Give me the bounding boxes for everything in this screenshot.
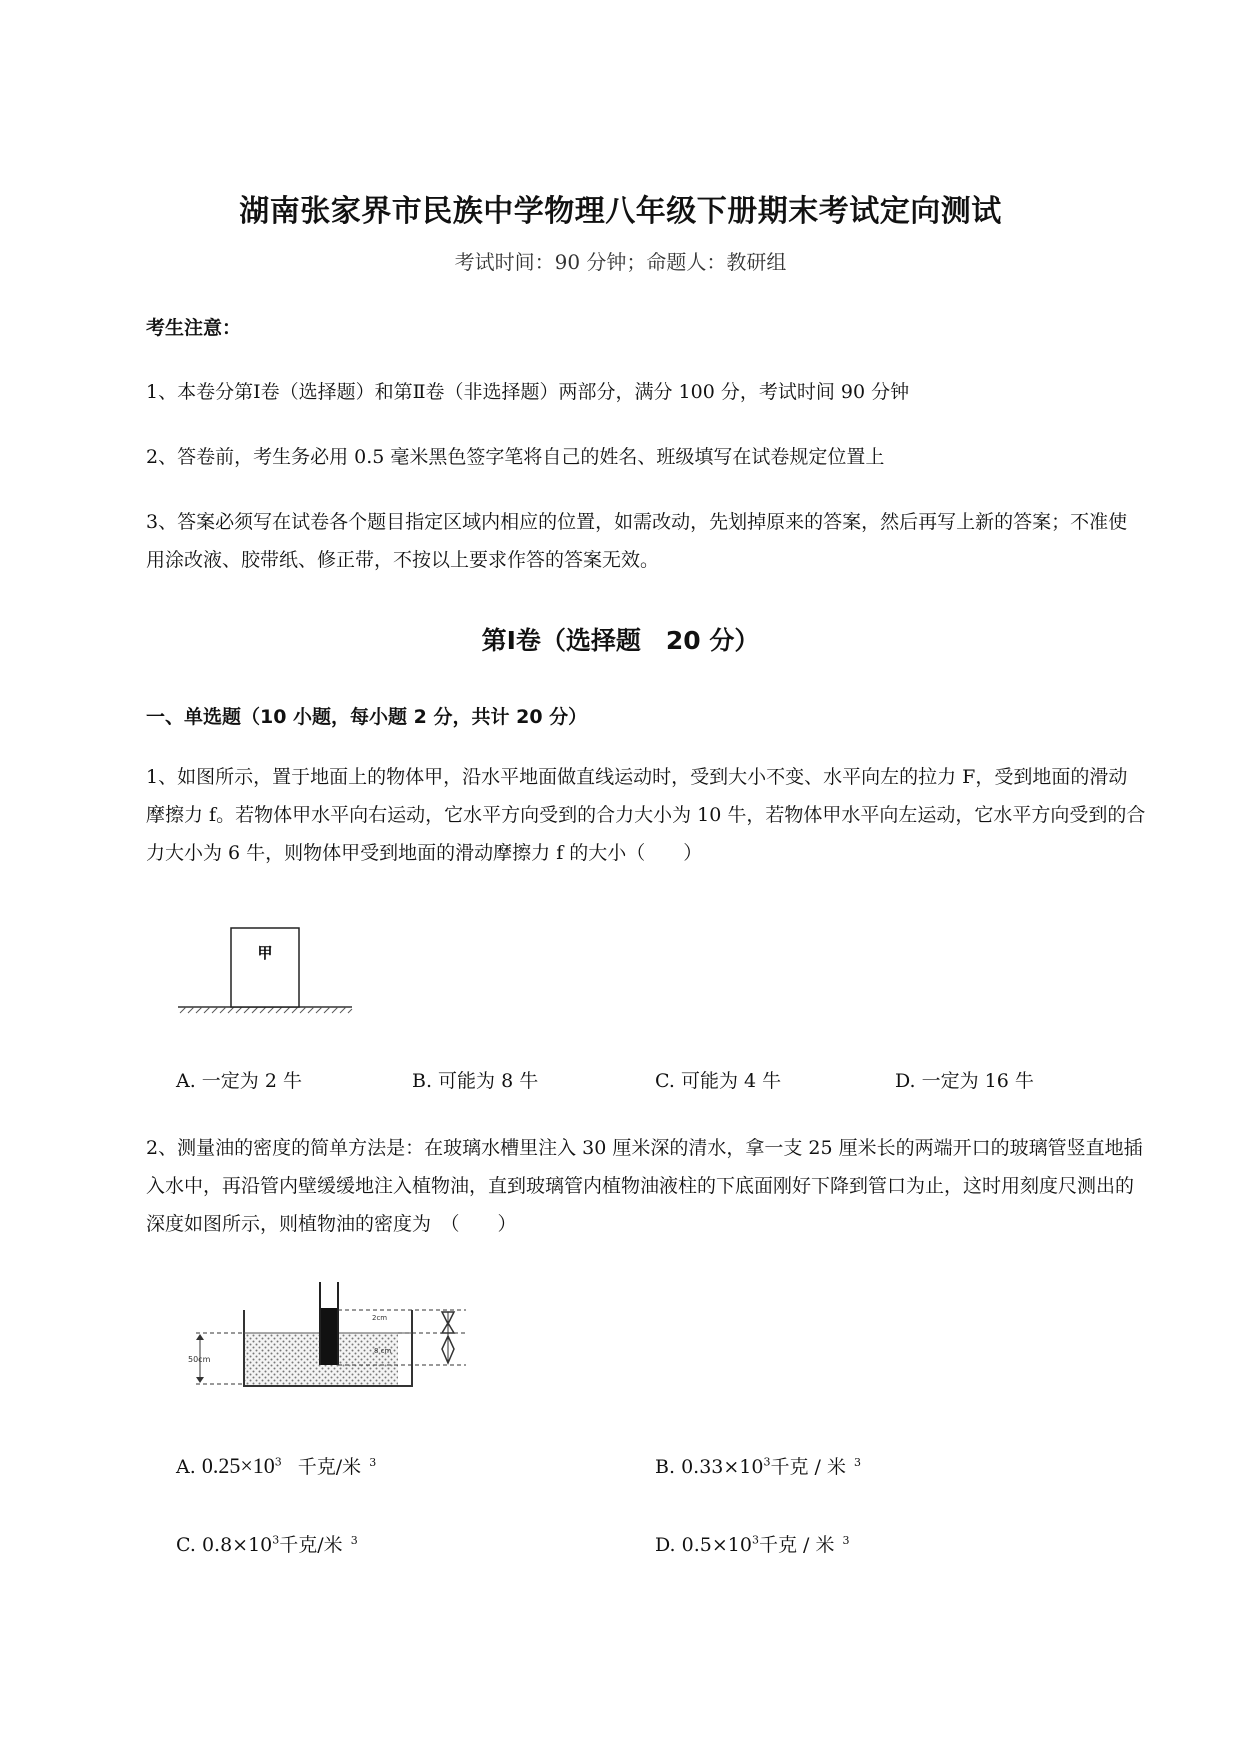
- q1-option-a[interactable]: A. 一定为 2 牛: [176, 1070, 302, 1092]
- question-2-figure: [186, 1280, 488, 1390]
- q2-option-c[interactable]: C. $0.8\times 10^3$千克/米 $^3$: [176, 1533, 358, 1556]
- block-jia: [231, 928, 299, 1007]
- section-title: 第Ⅰ卷（选择题 20 分）: [481, 626, 760, 655]
- question-1-text: 1、如图所示，置于地面上的物体甲，沿水平地面做直线运动时，受到大小不变、水平向左的拉力 F，受到地面的滑动摩擦力 f。若物体甲水平向右运动，它水平方向受到的合力大小为 10 牛，若物体甲水平向左运动，它水平方向受到的合力大小为 6 牛，则物体甲受到地面的滑动摩擦力 f 的大小（ ）: [146, 766, 1146, 864]
- q1-option-b[interactable]: B. 可能为 8 牛: [412, 1070, 539, 1092]
- block-label: 甲: [257, 944, 273, 962]
- label-2cm: 2cm: [372, 1314, 388, 1322]
- arrow-up-icon: [196, 1334, 204, 1340]
- notice-item-2: 2、答卷前，考生务必用 0.5 毫米黑色签字笔将自己的姓名、班级填写在试卷规定位置上: [146, 446, 885, 468]
- label-8cm: 8 cm: [374, 1347, 392, 1355]
- q1-option-d[interactable]: D. 一定为 16 牛: [895, 1070, 1034, 1092]
- label-50cm: 50cm: [188, 1355, 211, 1364]
- page-title: 湖南张家界市民族中学物理八年级下册期末考试定向测试: [239, 194, 1002, 229]
- q2-option-d[interactable]: D. $0.5\times 10^3$千克 / 米 $^3$: [655, 1533, 850, 1556]
- part-title: 一、单选题（10 小题，每小题 2 分，共计 20 分）: [146, 706, 588, 728]
- notice-heading: 考生注意：: [146, 317, 242, 339]
- question-1-figure: [176, 922, 358, 1022]
- notice-item-3: 3、答案必须写在试卷各个题目指定区域内相应的位置，如需改动，先划掉原来的答案，然后再写上新的答案；不准使用涂改液、胶带纸、修正带，不按以上要求作答的答案无效。: [146, 511, 1128, 571]
- ground-hatch: [178, 1007, 352, 1013]
- q2-option-b[interactable]: B. $0.33\times 10^3$千克 / 米 $^3$: [655, 1455, 861, 1478]
- q2-option-a[interactable]: A. $0.25\times 10^3$ 千克/米 $^3$: [176, 1453, 377, 1478]
- q1-option-c[interactable]: C. 可能为 4 牛: [655, 1070, 782, 1092]
- exam-info: 考试时间：90 分钟；命题人：教研组: [454, 250, 787, 274]
- notice-item-1: 1、本卷分第Ⅰ卷（选择题）和第Ⅱ卷（非选择题）两部分，满分 100 分，考试时间 90 分钟: [146, 381, 910, 403]
- question-2-text: 2、测量油的密度的简单方法是：在玻璃水槽里注入 30 厘米深的清水，拿一支 25 厘米长的两端开口的玻璃管竖直地插入水中，再沿管内壁缓缓地注入植物油，直到玻璃管内植物油液柱的下底面刚好下降到管口为止，这时用刻度尺测出的深度如图所示，则植物油的密度为 （ ）: [146, 1137, 1143, 1235]
- arrow-down-icon: [196, 1377, 204, 1383]
- oil-column: [321, 1308, 337, 1365]
